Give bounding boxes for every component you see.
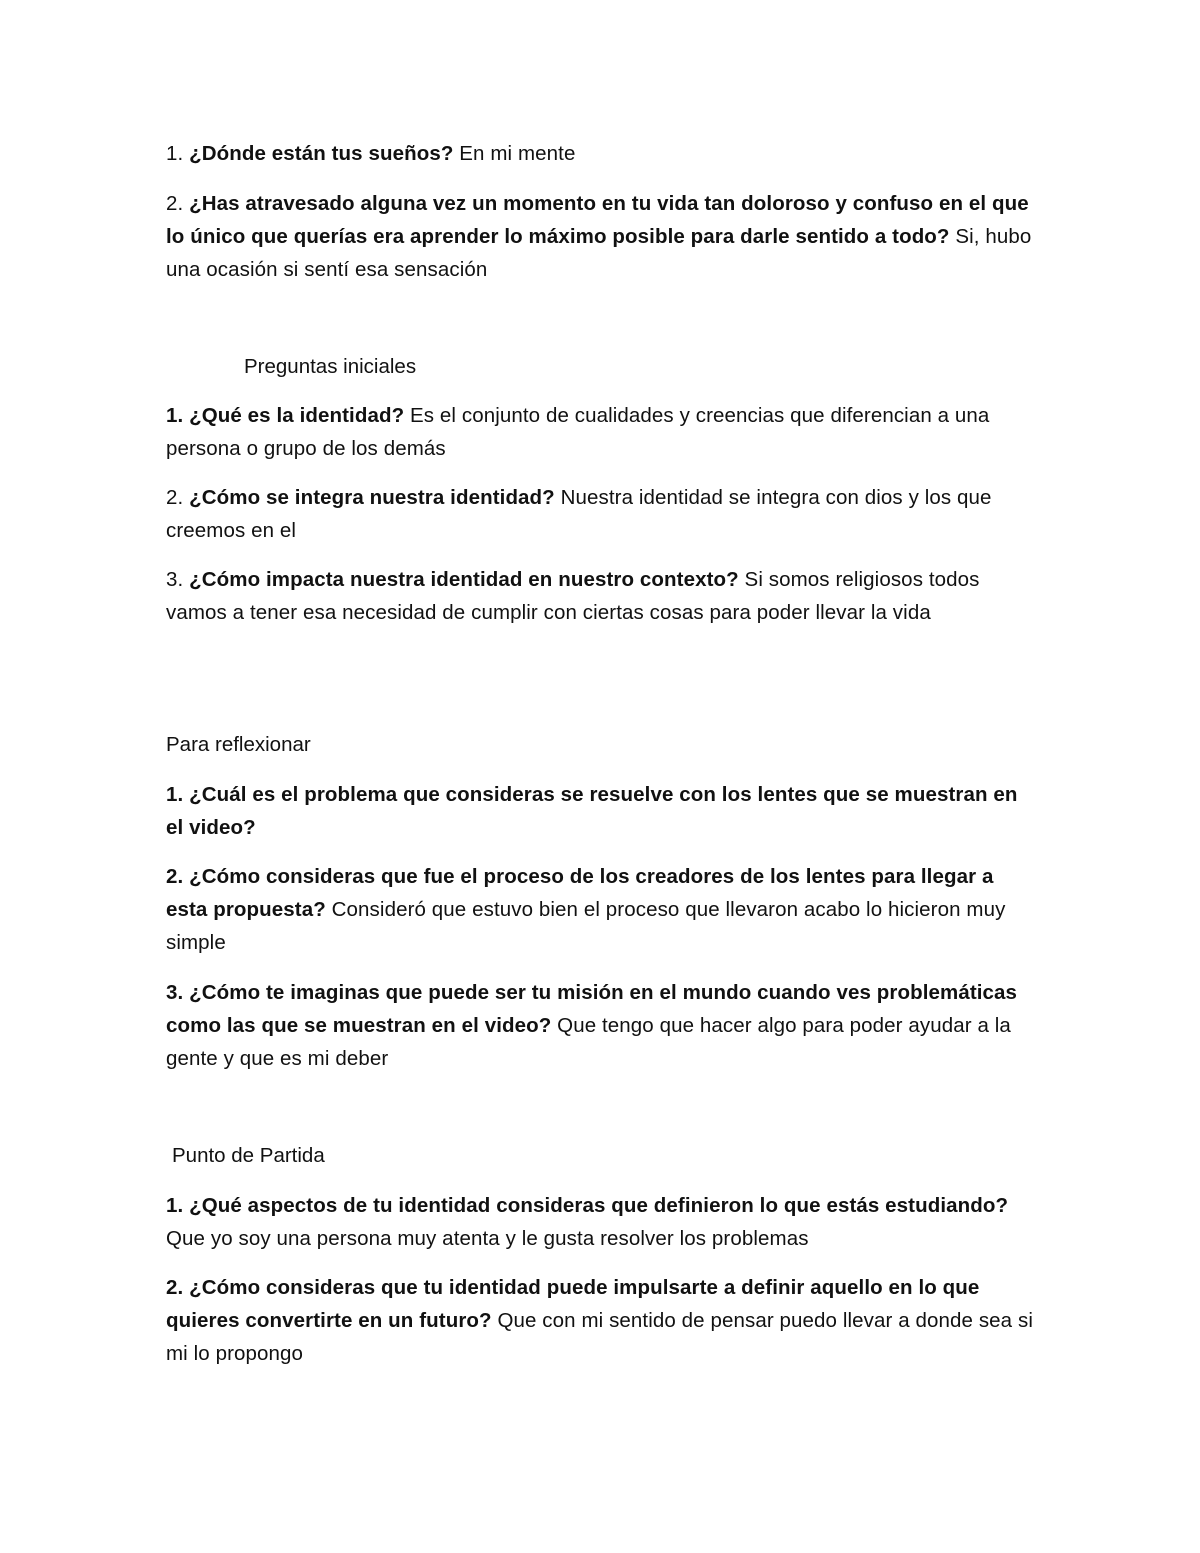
question-text: ¿Cómo se integra nuestra identidad?	[189, 486, 555, 509]
item-number: 3.	[166, 568, 190, 591]
question-text: ¿Cómo te imaginas que puede ser tu misión en el mundo cuando ves problemáticas como las que se muestran en el video?	[166, 981, 1018, 1037]
preguntas-iniciales-item-3	[166, 563, 1036, 629]
section-heading-preguntas-iniciales: Preguntas iniciales	[244, 355, 417, 378]
answer-text: Nuestra identidad se integra con dios y los que creemos en el	[166, 486, 992, 542]
preguntas-iniciales-item-2	[166, 481, 1036, 547]
answer-text: Consideró que estuvo bien el proceso que llevaron acabo lo hicieron muy simple	[166, 898, 1006, 954]
item-number: 1.	[166, 1194, 190, 1217]
question-text: ¿Cómo consideras que tu identidad puede impulsarte a definir aquello en lo que quieres convertirte en un futuro?	[166, 1276, 980, 1332]
item-number: 2.	[166, 1276, 190, 1299]
answer-text: Que yo soy una persona muy atenta y le gusta resolver los problemas	[166, 1227, 809, 1250]
item-number: 1.	[166, 783, 190, 806]
question-text: ¿Cómo impacta nuestra identidad en nuestro contexto?	[189, 568, 739, 591]
answer-text: Si, hubo una ocasión si sentí esa sensación	[166, 225, 1032, 281]
intro-item-1	[166, 137, 1036, 170]
intro-item-2	[166, 187, 1036, 286]
punto-de-partida-item-1	[166, 1189, 1036, 1255]
item-number: 1.	[166, 404, 190, 427]
question-text: ¿Qué es la identidad?	[189, 404, 405, 427]
question-text: ¿Dónde están tus sueños?	[189, 142, 454, 165]
punto-de-partida-item-2	[166, 1271, 1036, 1370]
section-heading-para-reflexionar: Para reflexionar	[166, 733, 311, 756]
answer-text: En mi mente	[453, 142, 576, 165]
item-number: 2.	[166, 486, 190, 509]
item-number: 2.	[166, 865, 190, 888]
answer-text: Que con mi sentido de pensar puedo llevar a donde sea si mi lo propongo	[166, 1309, 1033, 1365]
answer-text: Si somos religiosos todos vamos a tener esa necesidad de cumplir con ciertas cosas para poder llevar la vida	[166, 568, 980, 624]
answer-text: Es el conjunto de cualidades y creencias que diferencian a una persona o grupo de los demás	[166, 404, 990, 460]
item-number: 1.	[166, 142, 190, 165]
question-text: ¿Qué aspectos de tu identidad consideras que definieron lo que estás estudiando?	[189, 1194, 1009, 1217]
preguntas-iniciales-item-1	[166, 399, 1036, 465]
section-heading-punto-de-partida: Punto de Partida	[172, 1144, 325, 1167]
item-number: 3.	[166, 981, 190, 1004]
answer-text: Que tengo que hacer algo para poder ayudar a la gente y que es mi deber	[166, 1014, 1011, 1070]
para-reflexionar-item-1	[166, 778, 1036, 844]
question-text: ¿Cómo consideras que fue el proceso de los creadores de los lentes para llegar a esta propuesta?	[166, 865, 994, 921]
para-reflexionar-item-3	[166, 976, 1036, 1075]
item-number: 2.	[166, 192, 190, 215]
para-reflexionar-item-2	[166, 860, 1036, 959]
question-text: ¿Cuál es el problema que consideras se resuelve con los lentes que se muestran en el video?	[166, 783, 1018, 839]
question-text: ¿Has atravesado alguna vez un momento en tu vida tan doloroso y confuso en el que lo único que querías era aprender lo máximo posible para darle sentido a todo?	[166, 192, 1029, 248]
